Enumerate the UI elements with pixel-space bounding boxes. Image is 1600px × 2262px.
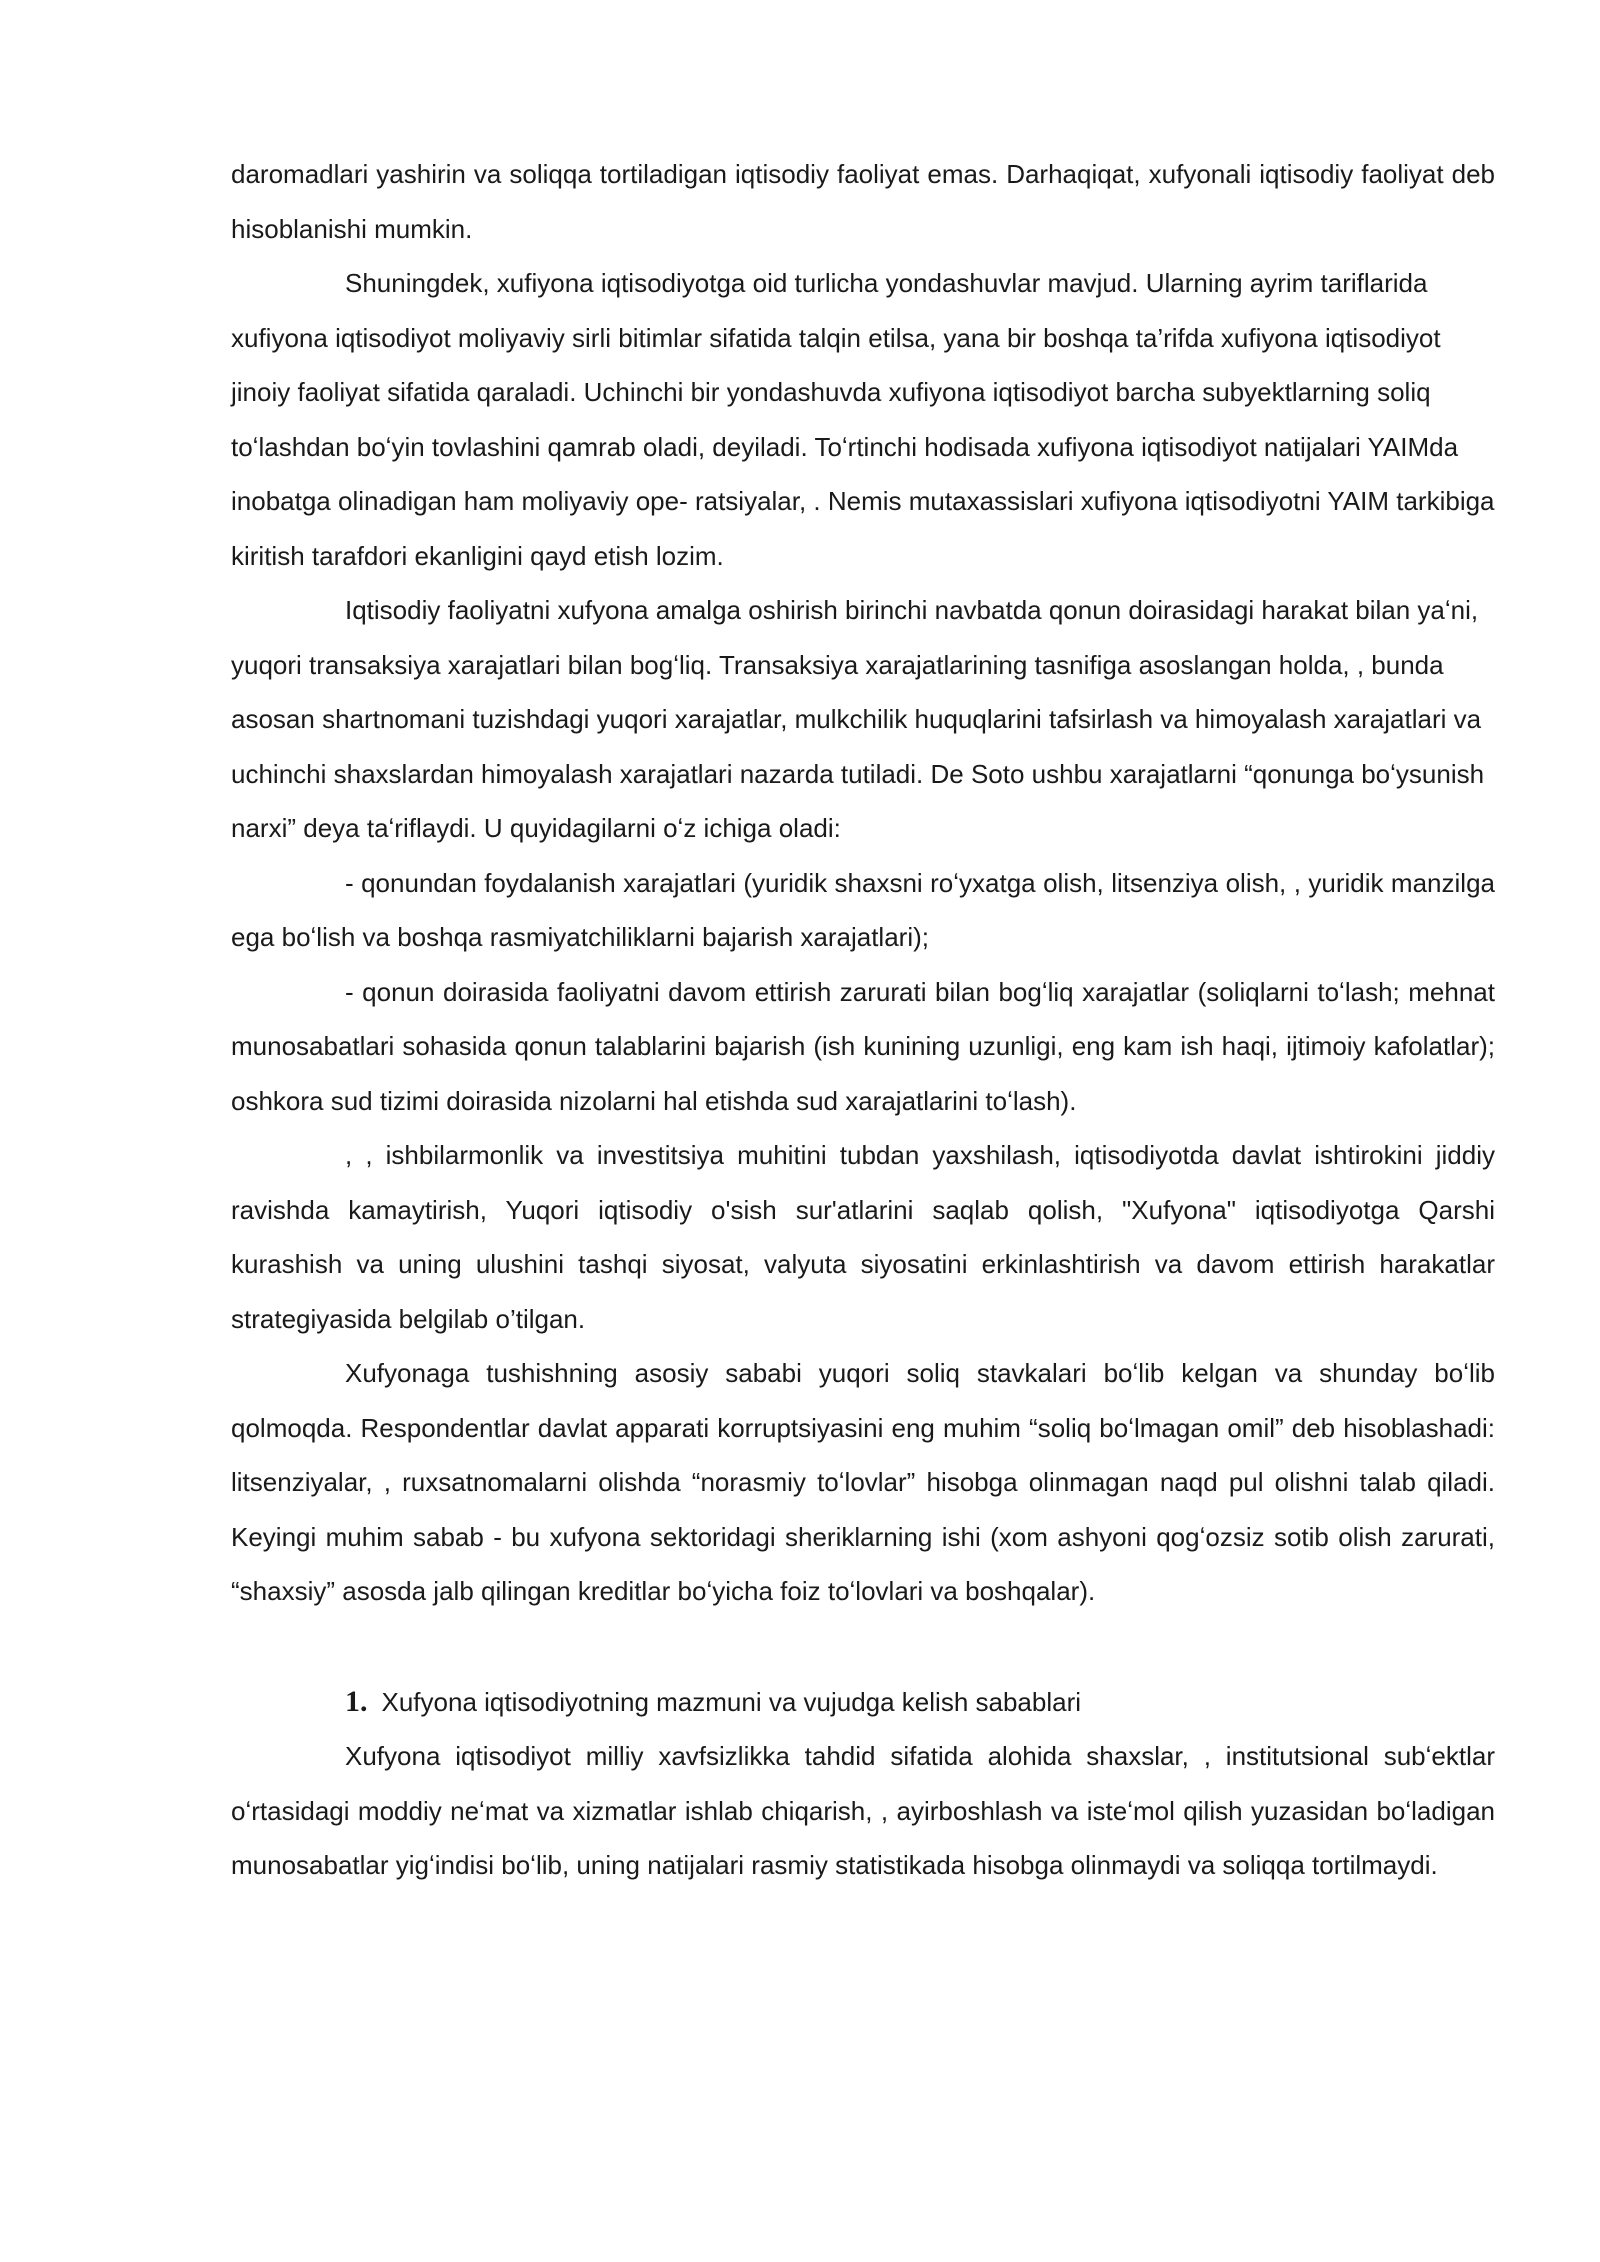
paragraph-definition: Xufyona iqtisodiyot milliy xavfsizlikka tahdid sifatida alohida shaxslar, , institutsional subʻektlar oʻrtasidagi moddiy neʻmat va xizmatlar ishlab chiqarish, , ayirboshlash va isteʻmol qilish yuzasidan boʻladigan munosabatlar yigʻindisi boʻlib, uning natijalari rasmiy statistikada hisobga olinmaydi va soliqqa tortilmaydi. [231,1741,1495,1880]
paragraph-strategy: , , ishbilarmonlik va investitsiya muhitini tubdan yaxshilash, iqtisodiyotda davlat ishtirokini jiddiy ravishda kamaytirish, Yuqori iqtisodiy o'sish sur'atlarini saqlab qolish, "Xufyona" iqtisodiyotga Qarshi kurashish va uning ulushini tashqi siyosat, valyuta siyosatini erkinlashtirish va davom ettirish harakatlar strategiyasida belgilab o’tilgan. [231,1140,1495,1334]
section-title: Xufyona iqtisodiyotning mazmuni va vujudga kelish sabablari [381,1686,1082,1717]
paragraph-main-causes: Xufyonaga tushishning asosiy sababi yuqori soliq stavkalari boʻlib kelgan va shunday boʻlib qolmoqda. Respondentlar davlat apparati korruptsiyasini eng muhim “soliq boʻlmagan omil” deb hisoblashadi: litsenziyalar, , ruxsatnomalarni olishda “norasmiy toʻlovlar” hisobga olinmagan naqd pul olishni talab qiladi. Keyingi muhim sabab - bu xufyona sektoridagi sheriklarning ishi (xom ashyoni qogʻozsiz sotib olish zarurati, “shaxsiy” asosda jalb qilingan kreditlar boʻyicha foiz toʻlovlari va boshqalar). [231,1358,1495,1606]
paragraph-transaction-costs: Iqtisodiy faoliyatni xufyona amalga oshirish birinchi navbatda qonun doirasidagi harakat bilan yaʻni, yuqori transaksiya xarajatlari bilan bogʻliq. Transaksiya xarajatlarining tasnifiga asoslangan holda, , bunda asosan shartnomani tuzishdagi yuqori xarajatlar, mulkchilik huquqlarini tafsirlash va himoyalash xarajatlari va uchinchi shaxslardan himoyalash xarajatlari nazarda tutiladi. De Soto ushbu xarajatlarni “qonunga boʻysunish narxi” deya taʻriflaydi. U quyidagilarni oʻz ichiga oladi: [231,595,1485,843]
list-item-law-compliance-costs: - qonun doirasida faoliyatni davom ettirish zarurati bilan bogʻliq xarajatlar (soliqlarni toʻlash; mehnat munosabatlari sohasida qonun talablarini bajarish (ish kunining uzunligi, eng kam ish haqi, ijtimoiy kafolatlar); oshkora sud tizimi doirasida nizolarni hal etishda sud xarajatlarini toʻlash). [231,976,1495,1116]
list-item-law-usage-costs: - qonundan foydalanish xarajatlari (yuridik shaxsni roʻyxatga olish, litsenziya olish, , yuridik manzilga ega boʻlish va boshqa rasmiyatchiliklarni bajarish xarajatlari); [231,867,1495,952]
document-body [231,147,1495,1893]
paragraph-approaches: Shuningdek, xufiyona iqtisodiyotga oid turlicha yondashuvlar mavjud. Ularning ayrim tariflarida xufiyona iqtisodiyot moliyaviy sirli bitimlar sifatida talqin etilsa, yana bir boshqa ta’rifda xufiyona iqtisodiyot jinoiy faoliyat sifatida qaraladi. Uchinchi bir yondashuvda xufiyona iqtisodiyot barcha subyektlarning soliq toʻlashdan boʻyin tovlashini qamrab oladi, deyiladi. Toʻrtinchi hodisada xufiyona iqtisodiyot natijalari YAIMda inobatga olinadigan ham moliyaviy ope- ratsiyalar, . Nemis mutaxassislari xufiyona iqtisodiyotni YAIM tarkibiga kiritish tarafdori ekanligini qayd etish lozim. [231,268,1495,571]
section-number: 1. [345,1684,368,1718]
paragraph-continuation: daromadlari yashirin va soliqqa tortiladigan iqtisodiy faoliyat emas. Darhaqiqat, xufyonali iqtisodiy faoliyat deb hisoblanishi mumkin. [231,159,1495,244]
section-heading [345,1675,1495,1730]
